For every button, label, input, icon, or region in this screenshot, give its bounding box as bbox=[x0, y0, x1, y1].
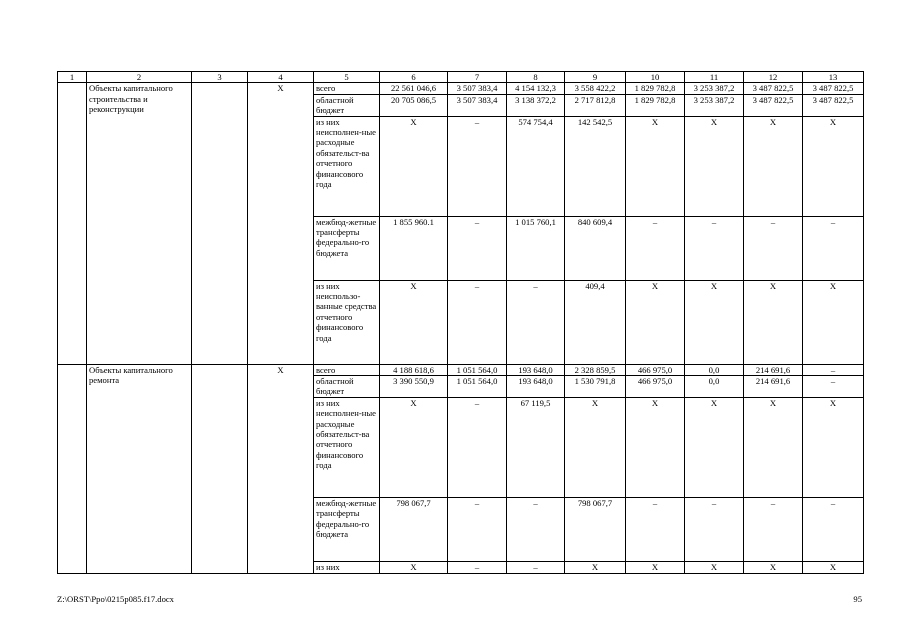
amount-cell: 2 328 859,5 bbox=[565, 364, 626, 375]
amount-cell: – bbox=[685, 216, 744, 280]
page-number: 95 bbox=[853, 594, 862, 604]
amount-cell: Х bbox=[803, 397, 864, 497]
funding-source-label: межбюд-жетные трансферты федерально-го бюджета bbox=[314, 497, 380, 561]
amount-cell: – bbox=[507, 280, 565, 364]
amount-cell: Х bbox=[744, 561, 803, 573]
amount-cell: 193 648,0 bbox=[507, 364, 565, 375]
budget-table bbox=[57, 71, 864, 574]
column-number: 8 bbox=[507, 72, 565, 83]
amount-cell: Х bbox=[380, 561, 448, 573]
amount-cell: Х bbox=[626, 397, 685, 497]
amount-cell: 67 119,5 bbox=[507, 397, 565, 497]
amount-cell: 3 253 387,2 bbox=[685, 83, 744, 94]
col-3-cell bbox=[192, 364, 248, 573]
amount-cell: Х bbox=[626, 116, 685, 216]
amount-cell: – bbox=[626, 497, 685, 561]
amount-cell: Х bbox=[803, 280, 864, 364]
amount-cell: 574 754,4 bbox=[507, 116, 565, 216]
amount-cell: 3 390 550,9 bbox=[380, 376, 448, 398]
col-1-cell bbox=[58, 83, 87, 364]
object-group-name: Объекты капитального строительства и реконструкции bbox=[87, 83, 192, 364]
amount-cell: 4 154 132,3 bbox=[507, 83, 565, 94]
amount-cell: – bbox=[448, 561, 507, 573]
object-group-name: Объекты капитального ремонта bbox=[87, 364, 192, 573]
column-number: 13 bbox=[803, 72, 864, 83]
amount-cell: – bbox=[626, 216, 685, 280]
col-3-cell bbox=[192, 83, 248, 364]
amount-cell: 0,0 bbox=[685, 376, 744, 398]
amount-cell: 3 487 822,5 bbox=[744, 83, 803, 94]
funding-source-label: областной бюджет bbox=[314, 94, 380, 116]
amount-cell: 1 051 564,0 bbox=[448, 376, 507, 398]
amount-cell: Х bbox=[565, 397, 626, 497]
amount-cell: 214 691,6 bbox=[744, 376, 803, 398]
header-row bbox=[58, 72, 864, 83]
amount-cell: – bbox=[448, 280, 507, 364]
amount-cell: 3 253 387,2 bbox=[685, 94, 744, 116]
amount-cell: – bbox=[448, 497, 507, 561]
funding-source-label: из них bbox=[314, 561, 380, 573]
amount-cell: 466 975,0 bbox=[626, 364, 685, 375]
amount-cell: – bbox=[507, 561, 565, 573]
amount-cell: Х bbox=[685, 116, 744, 216]
amount-cell: 193 648,0 bbox=[507, 376, 565, 398]
amount-cell: – bbox=[803, 376, 864, 398]
amount-cell: Х bbox=[744, 397, 803, 497]
amount-cell: 142 542,5 bbox=[565, 116, 626, 216]
funding-source-label: всего bbox=[314, 83, 380, 94]
amount-cell: 3 487 822,5 bbox=[803, 83, 864, 94]
amount-cell: 1 530 791,8 bbox=[565, 376, 626, 398]
amount-cell: – bbox=[803, 216, 864, 280]
funding-source-label: областной бюджет bbox=[314, 376, 380, 398]
column-number: 11 bbox=[685, 72, 744, 83]
column-number: 2 bbox=[87, 72, 192, 83]
amount-cell: Х bbox=[685, 397, 744, 497]
amount-cell: – bbox=[507, 497, 565, 561]
amount-cell: 409,4 bbox=[565, 280, 626, 364]
amount-cell: Х bbox=[685, 561, 744, 573]
amount-cell: Х bbox=[380, 280, 448, 364]
amount-cell: – bbox=[803, 364, 864, 375]
funding-source-label: всего bbox=[314, 364, 380, 375]
amount-cell: 466 975,0 bbox=[626, 376, 685, 398]
amount-cell: 214 691,6 bbox=[744, 364, 803, 375]
column-number: 4 bbox=[248, 72, 314, 83]
amount-cell: 0,0 bbox=[685, 364, 744, 375]
column-number: 12 bbox=[744, 72, 803, 83]
funding-source-label: из них неисполнен-ные расходные обязательст-ва отчетного финансового года bbox=[314, 397, 380, 497]
col-1-cell bbox=[58, 364, 87, 573]
funding-source-label: из них неиспользо-ванные средства отчетного финансового года bbox=[314, 280, 380, 364]
amount-cell: Х bbox=[685, 280, 744, 364]
file-path: Z:\ORST\Ppo\0215p085.f17.docx bbox=[57, 594, 174, 604]
amount-cell: Х bbox=[803, 561, 864, 573]
amount-cell: 3 487 822,5 bbox=[803, 94, 864, 116]
amount-cell: 798 067,7 bbox=[380, 497, 448, 561]
amount-cell: 1 051 564,0 bbox=[448, 364, 507, 375]
amount-cell: – bbox=[803, 497, 864, 561]
amount-cell: – bbox=[744, 497, 803, 561]
col-4-marker: Х bbox=[248, 83, 314, 364]
amount-cell: – bbox=[744, 216, 803, 280]
amount-cell: 3 487 822,5 bbox=[744, 94, 803, 116]
column-number: 10 bbox=[626, 72, 685, 83]
amount-cell: Х bbox=[565, 561, 626, 573]
amount-cell: 20 705 086,5 bbox=[380, 94, 448, 116]
amount-cell: Х bbox=[803, 116, 864, 216]
amount-cell: 3 507 383,4 bbox=[448, 94, 507, 116]
amount-cell: 1 829 782,8 bbox=[626, 83, 685, 94]
amount-cell: 3 138 372,2 bbox=[507, 94, 565, 116]
amount-cell: Х bbox=[380, 397, 448, 497]
amount-cell: Х bbox=[626, 561, 685, 573]
column-number: 6 bbox=[380, 72, 448, 83]
table-row bbox=[58, 83, 864, 94]
funding-source-label: из них неисполнен-ные расходные обязательст-ва отчетного финансового года bbox=[314, 116, 380, 216]
amount-cell: Х bbox=[626, 280, 685, 364]
amount-cell: – bbox=[448, 216, 507, 280]
column-number: 9 bbox=[565, 72, 626, 83]
amount-cell: 798 067,7 bbox=[565, 497, 626, 561]
amount-cell: 1 855 960.1 bbox=[380, 216, 448, 280]
column-number: 3 bbox=[192, 72, 248, 83]
amount-cell: Х bbox=[744, 280, 803, 364]
amount-cell: – bbox=[448, 397, 507, 497]
amount-cell: 2 717 812,8 bbox=[565, 94, 626, 116]
amount-cell: – bbox=[448, 116, 507, 216]
amount-cell: 3 507 383,4 bbox=[448, 83, 507, 94]
amount-cell: 1 015 760,1 bbox=[507, 216, 565, 280]
column-number: 7 bbox=[448, 72, 507, 83]
amount-cell: 22 561 046,6 bbox=[380, 83, 448, 94]
amount-cell: 3 558 422,2 bbox=[565, 83, 626, 94]
col-4-marker: Х bbox=[248, 364, 314, 573]
amount-cell: 840 609,4 bbox=[565, 216, 626, 280]
funding-source-label: межбюд-жетные трансферты федерально-го бюджета bbox=[314, 216, 380, 280]
amount-cell: 1 829 782,8 bbox=[626, 94, 685, 116]
amount-cell: 4 188 618,6 bbox=[380, 364, 448, 375]
table-row bbox=[58, 364, 864, 375]
column-number: 5 bbox=[314, 72, 380, 83]
column-number: 1 bbox=[58, 72, 87, 83]
amount-cell: – bbox=[685, 497, 744, 561]
amount-cell: Х bbox=[744, 116, 803, 216]
amount-cell: Х bbox=[380, 116, 448, 216]
